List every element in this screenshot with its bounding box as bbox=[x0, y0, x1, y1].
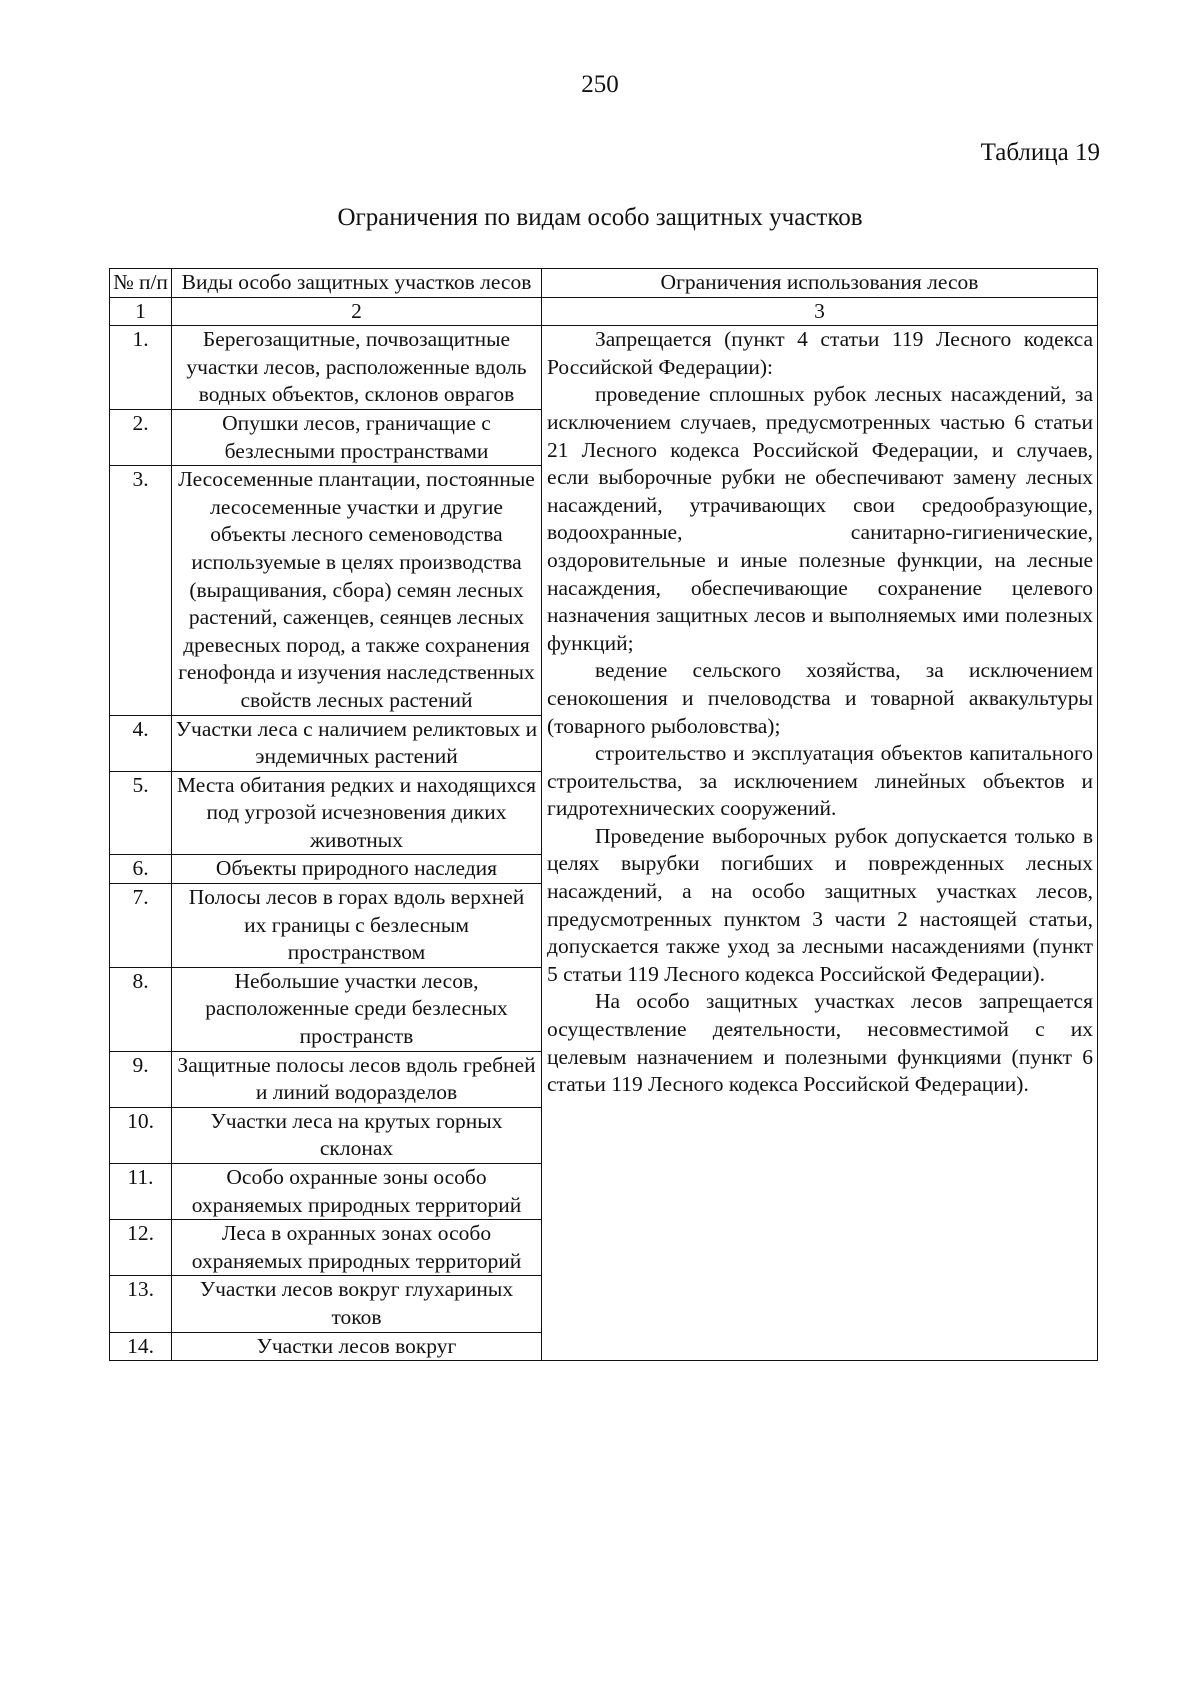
row-number: 6. bbox=[110, 855, 172, 884]
row-number: 2. bbox=[110, 409, 172, 465]
area-type: Берегозащитные, почвозащитные участки лесов, расположенные вдоль водных объектов, склонов оврагов bbox=[172, 326, 542, 410]
area-type: Участки леса с наличием реликтовых и эндемичных растений bbox=[172, 715, 542, 771]
restriction-paragraph: строительство и эксплуатация объектов капитального строительства, за исключением линейных объектов и гидротехнических сооружений. bbox=[547, 741, 1093, 821]
table-row bbox=[110, 326, 1098, 410]
row-number: 13. bbox=[110, 1276, 172, 1332]
row-number: 3. bbox=[110, 466, 172, 715]
row-number: 5. bbox=[110, 771, 172, 855]
restriction-paragraph: На особо защитных участках лесов запрещается осуществление деятельности, несовместимой с их целевым назначением и полезными функциями (пункт 6 статьи 119 Лесного кодекса Российской Федерации). bbox=[547, 989, 1093, 1097]
row-number: 9. bbox=[110, 1051, 172, 1107]
row-number: 14. bbox=[110, 1332, 172, 1361]
row-number: 1. bbox=[110, 326, 172, 410]
area-type: Объекты природного наследия bbox=[172, 855, 542, 884]
column-number: 1 bbox=[110, 297, 172, 326]
area-type: Места обитания редких и находящихся под угрозой исчезновения диких животных bbox=[172, 771, 542, 855]
row-number: 10. bbox=[110, 1107, 172, 1163]
header-number: № п/п bbox=[110, 269, 172, 298]
area-type: Участки лесов вокруг глухариных токов bbox=[172, 1276, 542, 1332]
document-title: Ограничения по видам особо защитных участков bbox=[337, 204, 863, 231]
area-type: Опушки лесов, граничащие с безлесными пространствами bbox=[172, 409, 542, 465]
area-type: Леса в охранных зонах особо охраняемых природных территорий bbox=[172, 1220, 542, 1276]
restrictions-text bbox=[542, 326, 1098, 1361]
table-label: Таблица 19 bbox=[980, 139, 1100, 166]
restriction-paragraph: Проведение выборочных рубок допускается только в целях вырубки погибших и поврежденных лесных насаждений, а на особо защитных участках лесов, предусмотренных пунктом 3 части 2 настоящей статьи, допускается также уход за лесными насаждениями (пункт 5 статьи 119 Лесного кодекса Российской Федерации). bbox=[547, 823, 1093, 986]
restriction-paragraph: проведение сплошных рубок лесных насаждений, за исключением случаев, предусмотренных частью 6 статьи 21 Лесного кодекса Российской Федерации, и случаев, если выборочные рубки не обеспечивают замену лесных насаждений, утрачивающих свои средообразующие, водоохранные, санитарно-гигиенические, оздоровительные и иные полезные функции, на лесные насаждения, обеспечивающие сохранение целевого назначения защитных лесов и выполняемых ими полезных функций; bbox=[547, 382, 1093, 655]
restriction-paragraph: Запрещается (пункт 4 статьи 119 Лесного кодекса Российской Федерации): bbox=[547, 327, 1093, 379]
area-type: Лесосеменные плантации, постоянные лесосеменные участки и другие объекты лесного семеноводства используемые в целях производства (выращивания, сбора) семян лесных растений, саженцев, сеянцев лесных древесных пород, а также сохранения генофонда и изучения наследственных свойств лесных растений bbox=[172, 466, 542, 715]
column-number: 3 bbox=[542, 297, 1098, 326]
page-number: 250 bbox=[581, 71, 619, 98]
restriction-paragraph: ведение сельского хозяйства, за исключением сенокошения и пчеловодства и товарной аквакультуры (товарного рыболовства); bbox=[547, 658, 1093, 738]
header-type: Виды особо защитных участков лесов bbox=[172, 269, 542, 298]
row-number: 8. bbox=[110, 967, 172, 1051]
area-type: Участки лесов вокруг bbox=[172, 1332, 542, 1361]
area-type: Участки леса на крутых горных склонах bbox=[172, 1107, 542, 1163]
column-number-row bbox=[110, 297, 1098, 326]
area-type: Особо охранные зоны особо охраняемых природных территорий bbox=[172, 1164, 542, 1220]
row-number: 7. bbox=[110, 884, 172, 968]
column-number: 2 bbox=[172, 297, 542, 326]
row-number: 11. bbox=[110, 1164, 172, 1220]
header-restrictions: Ограничения использования лесов bbox=[542, 269, 1098, 298]
area-type: Небольшие участки лесов, расположенные среди безлесных пространств bbox=[172, 967, 542, 1051]
area-type: Полосы лесов в горах вдоль верхней их границы с безлесным пространством bbox=[172, 884, 542, 968]
area-type: Защитные полосы лесов вдоль гребней и линий водоразделов bbox=[172, 1051, 542, 1107]
row-number: 12. bbox=[110, 1220, 172, 1276]
row-number: 4. bbox=[110, 715, 172, 771]
table-header-row bbox=[110, 269, 1098, 298]
restrictions-table bbox=[109, 268, 1098, 1361]
